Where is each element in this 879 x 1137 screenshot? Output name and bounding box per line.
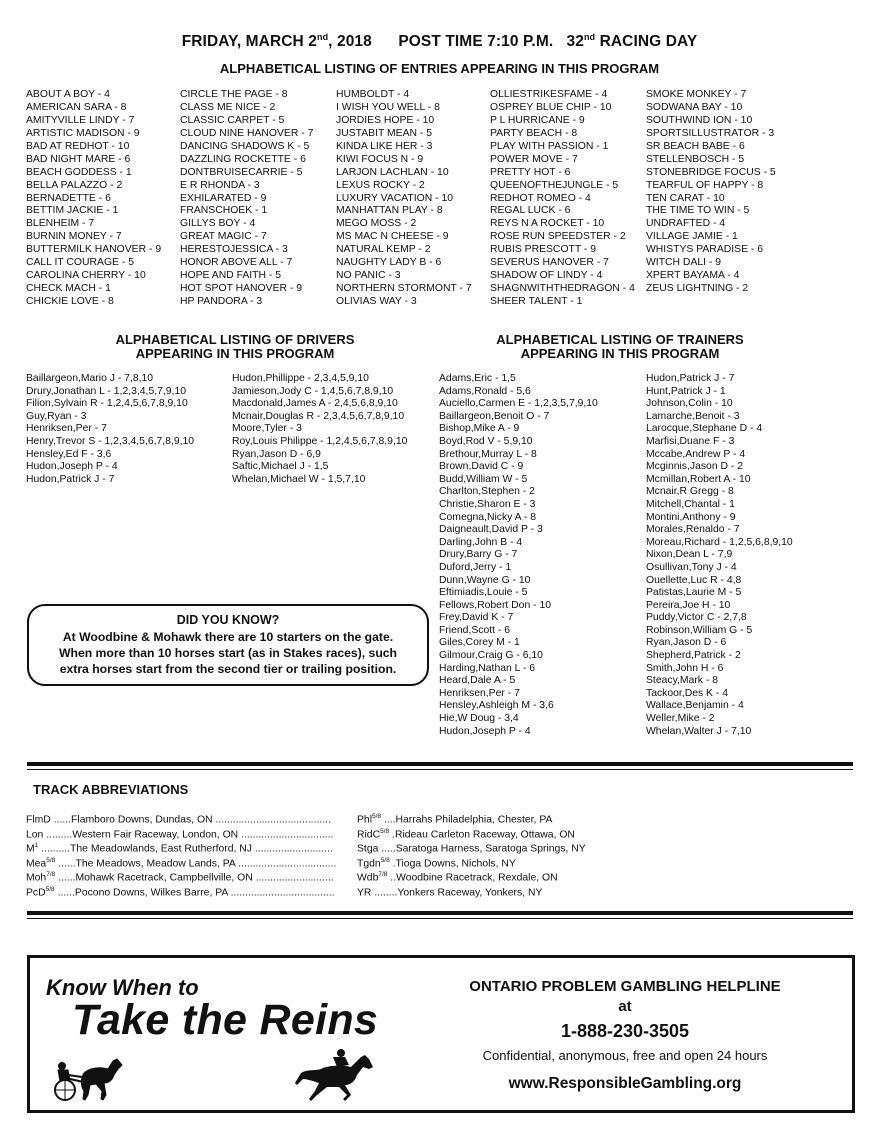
- list-item: CHICKIE LOVE - 8: [26, 296, 114, 307]
- list-item: DANCING SHADOWS K - 5: [180, 140, 310, 152]
- track-code: PcD: [26, 886, 46, 898]
- list-item: Guy,Ryan - 3: [26, 410, 87, 422]
- list-item: Larocque,Stephane D - 4: [646, 423, 763, 435]
- leader-dots: ....................................: [227, 886, 335, 898]
- helpline-at: at: [618, 998, 632, 1015]
- list-item: Bishop,Mike A - 9: [439, 423, 520, 435]
- track-code: Wdb: [357, 872, 379, 884]
- entries-column-5: [646, 89, 776, 296]
- list-item: Baillargeon,Benoit O - 7: [439, 410, 550, 422]
- list-item: BEACH GODDESS - 1: [26, 166, 132, 178]
- list-item: BETTIM JACKIE - 1: [26, 205, 119, 217]
- track-abbreviation-row: [26, 825, 336, 840]
- trainers-column-1: [439, 373, 598, 738]
- leader-dots: .: [389, 857, 396, 869]
- list-item: QUEENOFTHEJUNGLE - 5: [490, 179, 619, 191]
- list-item: Mcnair,Douglas R - 2,3,4,5,6,7,8,9,10: [232, 410, 405, 422]
- drivers-column-2: [232, 373, 407, 486]
- list-item: Harding,Nathan L - 6: [439, 662, 536, 674]
- leader-dots: ......: [55, 872, 76, 884]
- list-item: NAUGHTY LADY B - 6: [336, 257, 442, 269]
- date-ordinal: nd: [316, 32, 329, 42]
- list-item: Hudon,Phillippe - 2,3,4,5,9,10: [232, 373, 369, 384]
- list-item: Drury,Barry G - 7: [439, 549, 518, 561]
- racing-day-number: 32: [566, 33, 584, 51]
- section-divider-top-thick: [27, 762, 853, 766]
- list-item: Hunt,Patrick J - 1: [646, 385, 726, 397]
- list-item: VILLAGE JAMIE - 1: [646, 231, 738, 243]
- list-item: DAZZLING ROCKETTE - 6: [180, 153, 306, 165]
- list-item: NORTHERN STORMONT - 7: [336, 283, 472, 295]
- list-item: REDHOT ROMEO - 4: [490, 192, 591, 204]
- did-you-know-box: [27, 604, 429, 686]
- track-code: M: [26, 843, 35, 855]
- track-abbreviation-row: [357, 854, 586, 869]
- helpline-description: Confidential, anonymous, free and open 24 hours: [482, 1048, 768, 1063]
- list-item: HP PANDORA - 3: [180, 296, 263, 307]
- track-name: Mohawk Racetrack, Campbellville, ON: [75, 872, 253, 884]
- list-item: Nixon,Dean L - 7,9: [646, 549, 733, 561]
- list-item: HOT SPOT HANOVER - 9: [180, 283, 303, 295]
- list-item: DONTBRUISECARRIE - 5: [180, 166, 303, 178]
- list-item: Henry,Trevor S - 1,2,3,4,5,6,7,8,9,10: [26, 435, 195, 447]
- track-abbreviation-row: [357, 810, 586, 825]
- list-item: OLIVIAS WAY - 3: [336, 296, 417, 307]
- track-code-fraction: 5/8: [380, 856, 390, 864]
- track-abbreviation-row: [26, 868, 336, 883]
- list-item: Osullivan,Tony J - 4: [646, 561, 737, 573]
- list-item: GILLYS BOY - 4: [180, 218, 256, 230]
- list-item: Mccabe,Andrew P - 4: [646, 448, 746, 460]
- track-code-fraction: 5/8: [45, 885, 55, 893]
- drivers-title: [60, 333, 410, 361]
- section-divider-top-thin: [27, 769, 853, 770]
- drivers-title-line2: APPEARING IN THIS PROGRAM: [135, 346, 335, 361]
- track-code-fraction: 7/8: [46, 871, 56, 878]
- list-item: ARTISTIC MADISON - 9: [26, 127, 140, 139]
- list-item: MANHATTAN PLAY - 8: [336, 205, 443, 217]
- track-abbreviations-right: [357, 810, 586, 897]
- did-you-know-line3: extra horses start from the second tier or trailing position.: [59, 662, 397, 676]
- leader-dots: ........................................: [212, 814, 331, 826]
- list-item: Ouellette,Luc R - 4,8: [646, 574, 742, 586]
- list-item: Charlton,Stephen - 2: [439, 486, 535, 498]
- drivers-title-line1: ALPHABETICAL LISTING OF DRIVERS: [115, 332, 355, 347]
- list-item: SOUTHWIND ION - 10: [646, 114, 753, 126]
- list-item: CAROLINA CHERRY - 10: [26, 270, 146, 282]
- entries-column-1: [26, 89, 161, 309]
- list-item: REYS N A ROCKET - 10: [490, 218, 605, 230]
- list-item: MEGO MOSS - 2: [336, 218, 417, 230]
- leader-dots: .....: [378, 843, 396, 855]
- list-item: Baillargeon,Mario J - 7,8,10: [26, 373, 154, 384]
- list-item: Hensley,Ashleigh M - 3,6: [439, 700, 554, 712]
- list-item: Puddy,Victor C - 2,7,8: [646, 612, 747, 624]
- list-item: Morales,Renaldo - 7: [646, 524, 740, 536]
- list-item: PARTY BEACH - 8: [490, 127, 578, 139]
- list-item: Johnson,Colin - 10: [646, 398, 733, 410]
- list-item: STONEBRIDGE FOCUS - 5: [646, 166, 776, 178]
- section-divider-bottom-thin: [27, 918, 853, 919]
- list-item: UNDRAFTED - 4: [646, 218, 726, 230]
- track-code: Mea: [26, 857, 47, 869]
- ad-tagline-line2: Take the Reins: [72, 996, 379, 1044]
- list-item: Steacy,Mark - 8: [646, 675, 718, 687]
- list-item: XPERT BAYAMA - 4: [646, 270, 740, 282]
- track-abbreviation-row: [26, 839, 336, 854]
- list-item: Hudon,Joseph P - 4: [439, 725, 531, 737]
- list-item: Mcnair,R Gregg - 8: [646, 486, 734, 498]
- list-item: ABOUT A BOY - 4: [26, 89, 110, 100]
- list-item: PLAY WITH PASSION - 1: [490, 140, 609, 152]
- list-item: SHEER TALENT - 1: [490, 296, 583, 307]
- list-item: Tackoor,Des K - 4: [646, 687, 729, 699]
- list-item: Brown,David C - 9: [439, 461, 524, 473]
- list-item: Whelan,Walter J - 7,10: [646, 725, 752, 737]
- list-item: CLOUD NINE HANOVER - 7: [180, 127, 314, 139]
- track-code: Lon: [26, 828, 44, 840]
- list-item: Comegna,Nicky A - 8: [439, 511, 537, 523]
- list-item: I WISH YOU WELL - 8: [336, 101, 440, 113]
- list-item: Mcginnis,Jason D - 2: [646, 461, 744, 473]
- list-item: ZEUS LIGHTNING - 2: [646, 283, 749, 295]
- section-divider-bottom-thick: [27, 911, 853, 915]
- list-item: OSPREY BLUE CHIP - 10: [490, 101, 612, 113]
- track-name: Rideau Carleton Raceway, Ottawa, ON: [394, 828, 575, 840]
- drivers-column-1: [26, 373, 194, 486]
- entries-title: ALPHABETICAL LISTING OF ENTRIES APPEARING IN THIS PROGRAM: [219, 61, 660, 76]
- track-code: Moh: [26, 872, 47, 884]
- leader-dots: ..................................: [235, 857, 337, 869]
- track-code-fraction: 5/8: [46, 856, 56, 864]
- list-item: Filion,Sylvain R - 1,2,4,5,6,7,8,9,10: [26, 398, 188, 410]
- trainers-column-2: [646, 373, 793, 738]
- helpline-phone[interactable]: 1-888-230-3505: [560, 1021, 690, 1041]
- list-item: Heard,Dale A - 5: [439, 675, 516, 687]
- list-item: KINDA LIKE HER - 3: [336, 140, 433, 152]
- leader-dots: ................................: [238, 828, 334, 840]
- track-abbreviation-row: [26, 854, 336, 869]
- list-item: Moore,Tyler - 3: [232, 423, 302, 435]
- list-item: Macdonald,James A - 2,4,5,6,8,9,10: [232, 398, 398, 410]
- track-name: The Meadowlands, East Rutherford, NJ: [70, 843, 252, 855]
- list-item: Hudon,Patrick J - 7: [26, 473, 115, 485]
- track-code: Tgdn: [357, 857, 381, 869]
- list-item: HONOR ABOVE ALL - 7: [180, 257, 293, 269]
- racing-day-label: RACING DAY: [595, 33, 698, 51]
- list-item: Hensley,Ed F - 3,6: [26, 448, 112, 460]
- list-item: Shepherd,Patrick - 2: [646, 650, 741, 662]
- list-item: POWER MOVE - 7: [490, 153, 578, 165]
- leader-dots: ......: [55, 857, 76, 869]
- list-item: Darling,John B - 4: [439, 536, 523, 548]
- list-item: KIWI FOCUS N - 9: [336, 153, 424, 165]
- track-name: Woodbine Racetrack, Rexdale, ON: [396, 872, 558, 884]
- leader-dots: .: [389, 828, 395, 840]
- list-item: ROSE RUN SPEEDSTER - 2: [490, 231, 626, 243]
- list-item: BELLA PALAZZO - 2: [26, 179, 123, 191]
- list-item: CIRCLE THE PAGE - 8: [180, 89, 288, 100]
- helpline-website-link[interactable]: www.ResponsibleGambling.org: [508, 1075, 742, 1092]
- list-item: Henriksen,Per - 7: [439, 687, 520, 699]
- track-code: Stga: [357, 843, 379, 855]
- list-item: Hudon,Joseph P - 4: [26, 461, 118, 473]
- list-item: Auciello,Carmen E - 1,2,3,5,7,9,10: [439, 398, 598, 410]
- list-item: OLLIESTRIKESFAME - 4: [490, 89, 608, 100]
- list-item: Dunn,Wayne G - 10: [439, 574, 531, 586]
- leader-dots: ..........: [38, 843, 71, 855]
- list-item: Duford,Jerry - 1: [439, 561, 512, 573]
- list-item: CALL IT COURAGE - 5: [26, 257, 134, 269]
- list-item: MS MAC N CHEESE - 9: [336, 231, 449, 243]
- list-item: AMERICAN SARA - 8: [26, 101, 127, 113]
- list-item: Patistas,Laurie M - 5: [646, 587, 742, 599]
- leader-dots: .........: [43, 828, 73, 840]
- track-abbreviations-left: [26, 810, 336, 897]
- list-item: Henriksen,Per - 7: [26, 423, 107, 435]
- did-you-know-line2: When more than 10 horses start (as in Stakes races), such: [59, 646, 397, 660]
- list-item: Jamieson,Jody C - 1,4,5,6,7,8,9,10: [232, 385, 394, 397]
- list-item: EXHILARATED - 9: [180, 192, 267, 204]
- harness-horse-icon: [50, 1053, 128, 1103]
- ad-tagline-line1: Know When to: [46, 975, 199, 1000]
- list-item: Saftic,Michael J - 1,5: [232, 461, 329, 473]
- list-item: P L HURRICANE - 9: [490, 114, 585, 126]
- list-item: BURNIN MONEY - 7: [26, 231, 122, 243]
- leader-dots: ...........................: [252, 872, 334, 884]
- list-item: TEARFUL OF HAPPY - 8: [646, 179, 764, 191]
- list-item: JORDIES HOPE - 10: [336, 114, 435, 126]
- year-text: , 2018: [328, 33, 372, 51]
- list-item: WITCH DALI - 9: [646, 257, 722, 269]
- track-name: Pocono Downs, Wilkes Barre, PA: [74, 886, 228, 898]
- list-item: Fellows,Robert Don - 10: [439, 599, 552, 611]
- list-item: Mcmillan,Robert A - 10: [646, 473, 751, 485]
- list-item: Marfisi,Duane F - 3: [646, 435, 735, 447]
- list-item: BERNADETTE - 6: [26, 192, 111, 204]
- track-code: RidC: [357, 828, 381, 840]
- list-item: Adams,Eric - 1,5: [439, 373, 516, 384]
- list-item: SEVERUS HANOVER - 7: [490, 257, 609, 269]
- list-item: LUXURY VACATION - 10: [336, 192, 454, 204]
- track-abbreviation-row: [357, 825, 586, 840]
- list-item: Ryan,Jason D - 6,9: [232, 448, 321, 460]
- list-item: SR BEACH BABE - 6: [646, 140, 745, 152]
- list-item: FRANSCHOEK - 1: [180, 205, 268, 217]
- list-item: Daigneault,David P - 3: [439, 524, 543, 536]
- track-name: Yonkers Raceway, Yonkers, NY: [397, 886, 543, 898]
- list-item: SPORTSILLUSTRATOR - 3: [646, 127, 775, 139]
- list-item: PRETTY HOT - 6: [490, 166, 571, 178]
- track-name: Saratoga Harness, Saratoga Springs, NY: [395, 843, 586, 855]
- track-code-fraction: 5/8: [380, 827, 390, 835]
- track-code: FlmD: [26, 814, 51, 826]
- list-item: Brethour,Murray L - 8: [439, 448, 537, 460]
- list-item: NO PANIC - 3: [336, 270, 401, 282]
- track-name: Harrahs Philadelphia, Chester, PA: [395, 814, 553, 826]
- leader-dots: ....: [381, 814, 396, 826]
- list-item: CHECK MACH - 1: [26, 283, 111, 295]
- list-item: JUSTABIT MEAN - 5: [336, 127, 433, 139]
- list-item: Weller,Mike - 2: [646, 713, 715, 725]
- list-item: Boyd,Rod V - 5,9,10: [439, 435, 533, 447]
- list-item: REGAL LUCK - 6: [490, 205, 571, 217]
- leader-dots: ......: [50, 814, 72, 826]
- program-date-header: [0, 32, 879, 51]
- list-item: Smith,John H - 6: [646, 662, 724, 674]
- did-you-know-title: DID YOU KNOW?: [176, 613, 280, 627]
- trainers-title-line1: ALPHABETICAL LISTING OF TRAINERS: [496, 332, 744, 347]
- list-item: Mitchell,Chantal - 1: [646, 498, 735, 510]
- racehorse-jockey-icon: [293, 1045, 383, 1105]
- leader-dots: ........: [371, 886, 398, 898]
- list-item: Giles,Corey M - 1: [439, 637, 520, 649]
- track-abbreviation-row: [357, 868, 586, 883]
- racing-day-ordinal: nd: [583, 32, 596, 42]
- list-item: BLENHEIM - 7: [26, 218, 95, 230]
- list-item: THE TIME TO WIN - 5: [646, 205, 750, 217]
- list-item: Frey,David K - 7: [439, 612, 514, 624]
- track-abbreviation-row: [357, 883, 586, 898]
- list-item: RUBIS PRESCOTT - 9: [490, 244, 597, 256]
- list-item: CLASSIC CARPET - 5: [180, 114, 285, 126]
- list-item: SODWANA BAY - 10: [646, 101, 743, 113]
- list-item: HERESTOJESSICA - 3: [180, 244, 288, 256]
- list-item: Gilmour,Craig G - 6,10: [439, 650, 543, 662]
- list-item: Pereira,Joe H - 10: [646, 599, 731, 611]
- track-code-fraction: 1: [34, 842, 39, 849]
- list-item: GREAT MAGIC - 7: [180, 231, 267, 243]
- track-abbreviation-row: [26, 883, 336, 898]
- list-item: Hudon,Patrick J - 7: [646, 373, 735, 384]
- track-code: YR: [357, 886, 372, 898]
- track-abbreviation-row: [357, 839, 586, 854]
- trainers-title: [470, 333, 770, 361]
- list-item: BAD NIGHT MARE - 6: [26, 153, 131, 165]
- track-name: Flamboro Downs, Dundas, ON: [71, 814, 213, 826]
- entries-column-3: [336, 89, 472, 309]
- list-item: Christie,Sharon E - 3: [439, 498, 536, 510]
- list-item: Eftimiadis,Louie - 5: [439, 587, 528, 599]
- leader-dots: ...........................: [251, 843, 333, 855]
- list-item: NATURAL KEMP - 2: [336, 244, 431, 256]
- list-item: AMITYVILLE LINDY - 7: [26, 114, 135, 126]
- list-item: BAD AT REDHOT - 10: [26, 140, 130, 152]
- list-item: TEN CARAT - 10: [646, 192, 725, 204]
- track-name: Tioga Downs, Nichols, NY: [395, 857, 516, 869]
- entries-column-2: [180, 89, 313, 309]
- list-item: Roy,Louis Philippe - 1,2,4,5,6,7,8,9,10: [232, 435, 408, 447]
- list-item: Budd,William W - 5: [439, 473, 528, 485]
- did-you-know-line1: At Woodbine & Mohawk there are 10 starters on the gate.: [62, 630, 394, 644]
- list-item: Robinson,William G - 5: [646, 624, 753, 636]
- list-item: BUTTERMILK HANOVER - 9: [26, 244, 162, 256]
- list-item: Drury,Jonathan L - 1,2,3,4,5,7,9,10: [26, 385, 186, 397]
- leader-dots: ..: [387, 872, 397, 884]
- list-item: Whelan,Michael W - 1,5,7,10: [232, 473, 366, 485]
- list-item: STELLENBOSCH - 5: [646, 153, 745, 165]
- track-code: Phl: [357, 814, 373, 826]
- track-code-fraction: 5/8: [372, 813, 382, 820]
- list-item: LEXUS ROCKY - 2: [336, 179, 425, 191]
- trainers-title-line2: APPEARING IN THIS PROGRAM: [520, 346, 720, 361]
- list-item: Montini,Anthony - 9: [646, 511, 736, 523]
- helpline-title: ONTARIO PROBLEM GAMBLING HELPLINE: [469, 978, 781, 995]
- list-item: SHAGNWITHTHEDRAGON - 4: [490, 283, 635, 295]
- list-item: HOPE AND FAITH - 5: [180, 270, 282, 282]
- track-name: The Meadows, Meadow Lands, PA: [75, 857, 236, 869]
- post-time: POST TIME 7:10 P.M.: [398, 33, 554, 51]
- list-item: HUMBOLDT - 4: [336, 89, 410, 100]
- list-item: E R RHONDA - 3: [180, 179, 260, 191]
- list-item: WHISTYS PARADISE - 6: [646, 244, 764, 256]
- list-item: SMOKE MONKEY - 7: [646, 89, 747, 100]
- track-abbreviations-title: TRACK ABBREVIATIONS: [33, 782, 189, 797]
- track-name: Western Fair Raceway, London, ON: [72, 828, 239, 840]
- list-item: Ryan,Jason D - 6: [646, 637, 727, 649]
- leader-dots: ......: [54, 886, 75, 898]
- list-item: LARJON LACHLAN - 10: [336, 166, 449, 178]
- list-item: Wallace,Benjamin - 4: [646, 700, 744, 712]
- track-abbreviation-row: [26, 810, 336, 825]
- list-item: Lamarche,Benoit - 3: [646, 410, 740, 422]
- entries-column-4: [490, 89, 635, 309]
- list-item: SHADOW OF LINDY - 4: [490, 270, 603, 282]
- list-item: Moreau,Richard - 1,2,5,6,8,9,10: [646, 536, 793, 548]
- did-you-know-body: [29, 629, 427, 677]
- list-item: CLASS ME NICE - 2: [180, 101, 276, 113]
- track-code-fraction: 7/8: [378, 871, 388, 878]
- list-item: Hie,W Doug - 3,4: [439, 713, 519, 725]
- list-item: Adams,Ronald - 5,6: [439, 385, 531, 397]
- list-item: Friend,Scott - 6: [439, 624, 511, 636]
- date-text: FRIDAY, MARCH 2: [181, 33, 317, 51]
